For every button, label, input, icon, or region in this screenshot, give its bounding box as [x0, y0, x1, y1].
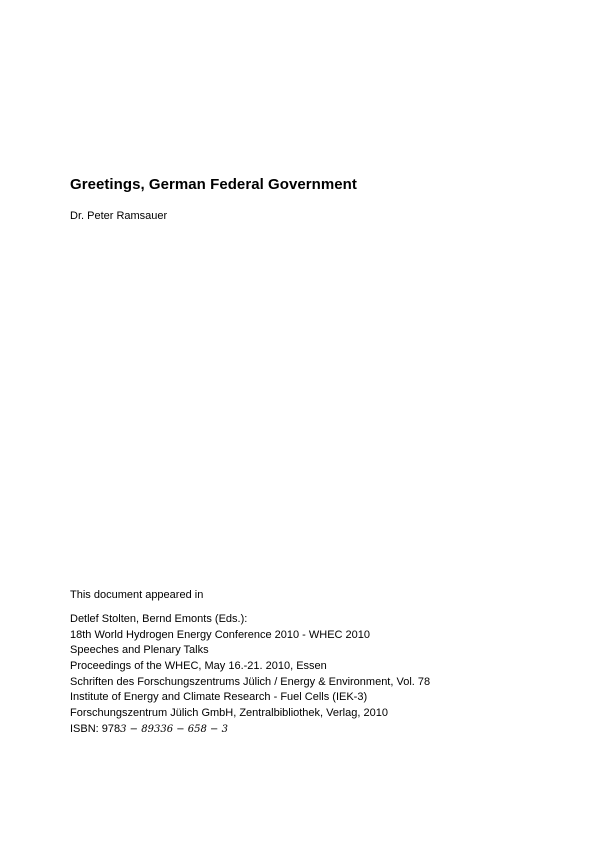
appearance-intro: This document appeared in: [70, 589, 204, 601]
citation-editors: Detlef Stolten, Bernd Emonts (Eds.):: [70, 613, 248, 625]
page-title: Greetings, German Federal Government: [70, 176, 357, 193]
author-name: Dr. Peter Ramsauer: [70, 210, 168, 222]
citation-series: Schriften des Forschungszentrums Jülich / Energy & Environment, Vol. 78: [70, 675, 431, 688]
citation-volume-title: Speeches and Plenary Talks: [70, 644, 209, 657]
isbn-number: 3 − 89336 − 658 − 3: [120, 723, 228, 735]
citation-block: [70, 612, 430, 738]
citation-publisher: Forschungszentrum Jülich GmbH, Zentralbibliothek, Verlag, 2010: [70, 707, 388, 720]
citation-proceedings: Proceedings of the WHEC, May 16.-21. 2010, Essen: [70, 660, 327, 673]
isbn-label: ISBN: 978: [70, 722, 121, 735]
citation-conference: 18th World Hydrogen Energy Conference 2010 - WHEC 2010: [70, 628, 371, 641]
citation-isbn: [70, 722, 430, 738]
citation-institute: Institute of Energy and Climate Research - Fuel Cells (IEK-3): [70, 691, 368, 704]
